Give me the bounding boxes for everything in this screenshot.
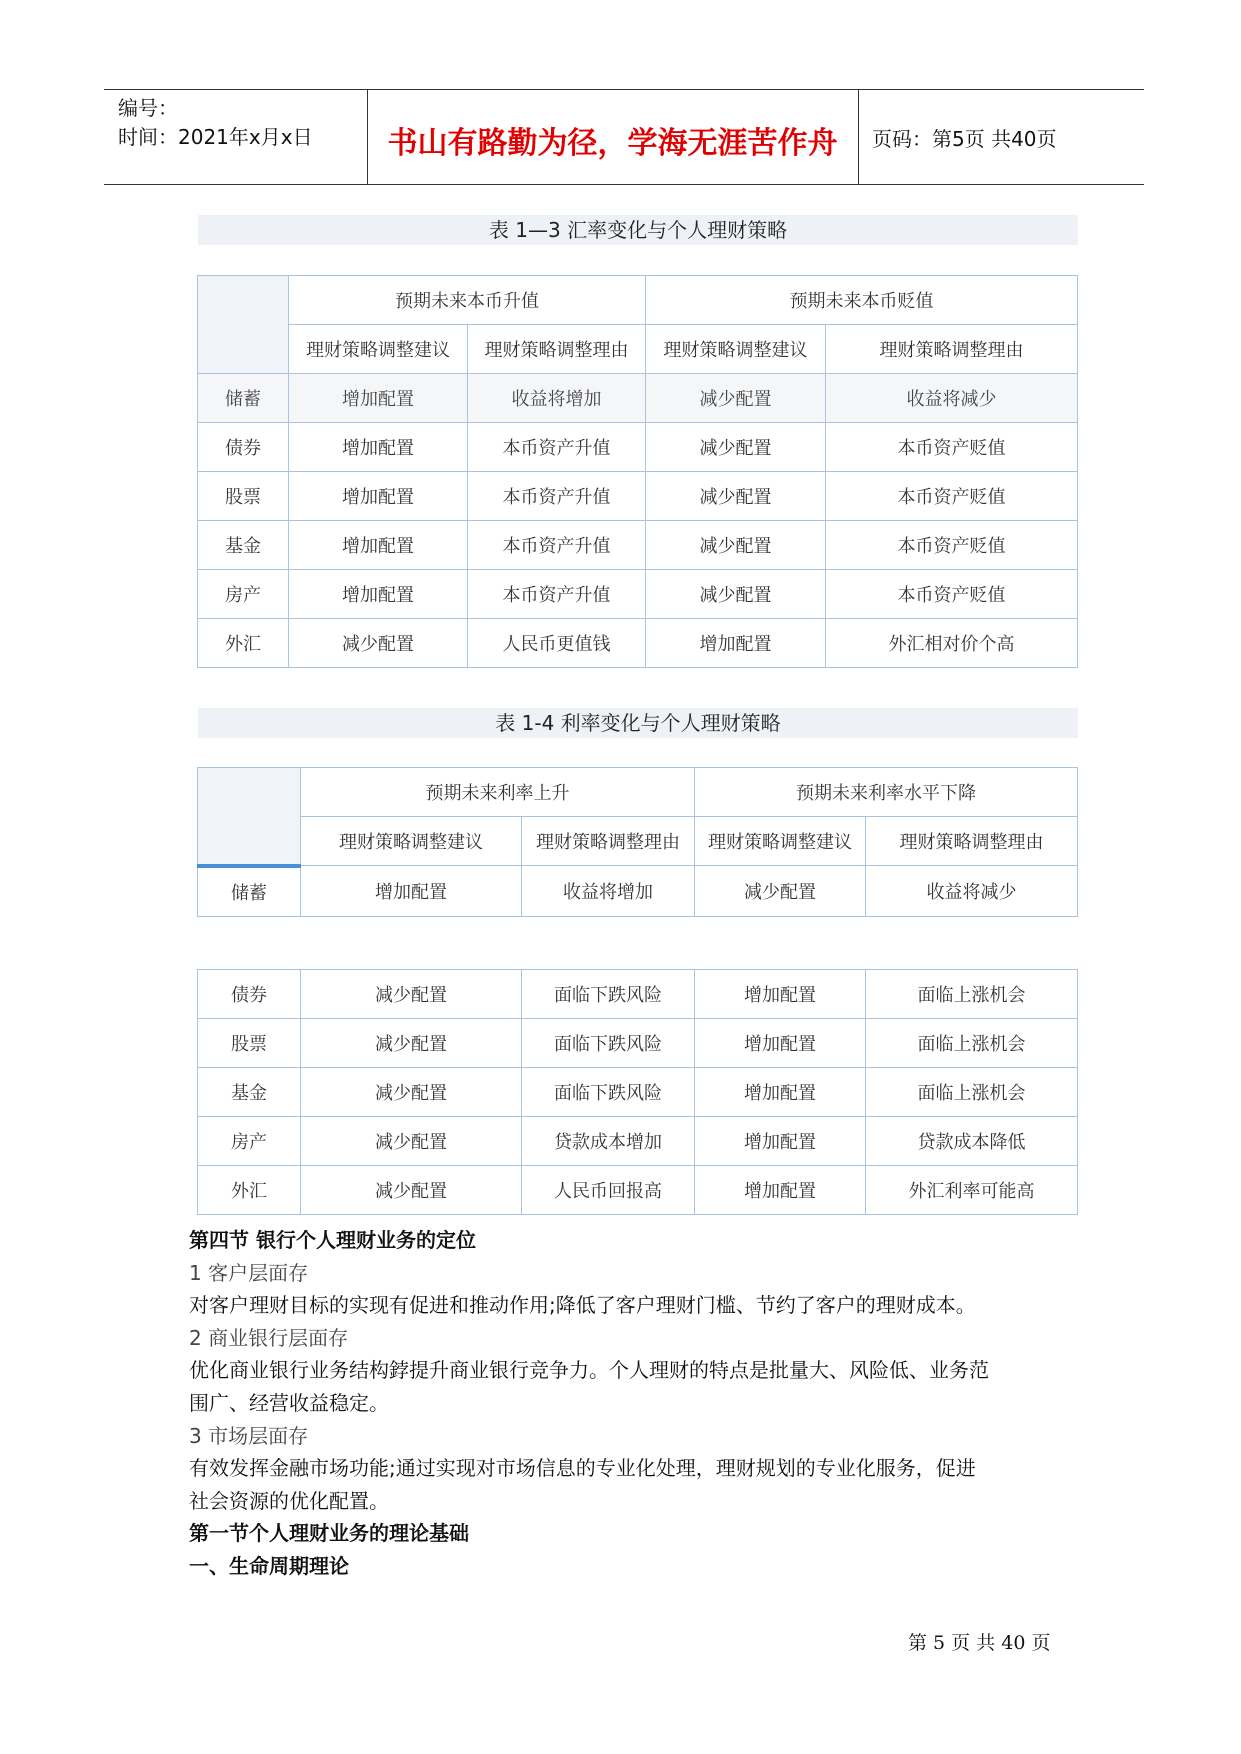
paragraph: 对客户理财目标的实现有促进和推动作用;降低了客户理财门槛、节约了客户的理财成本。 bbox=[189, 1293, 976, 1318]
table-cell: 本币资产升值 bbox=[468, 472, 646, 521]
table-row bbox=[198, 472, 1078, 521]
table-cell: 减少配置 bbox=[646, 521, 826, 570]
table-cell: 减少配置 bbox=[301, 1068, 522, 1117]
section-heading: 第四节 银行个人理财业务的定位 bbox=[189, 1228, 476, 1252]
header-page: 页码：第5页 共40页 bbox=[872, 127, 1057, 151]
table-cell: 人民币更值钱 bbox=[468, 619, 646, 668]
table-row bbox=[198, 866, 1078, 917]
table-cell: 本币资产升值 bbox=[468, 521, 646, 570]
table-cell: 本币资产贬值 bbox=[826, 570, 1078, 619]
table-cell: 房产 bbox=[198, 1117, 301, 1166]
subheading: 2 商业银行层面存 bbox=[189, 1325, 349, 1350]
header-divider bbox=[858, 90, 859, 184]
body-text bbox=[189, 1224, 1069, 1583]
table-cell: 面临上涨机会 bbox=[866, 970, 1078, 1019]
table-cell: 增加配置 bbox=[289, 374, 468, 423]
table-cell: 增加配置 bbox=[695, 1068, 866, 1117]
table-row bbox=[198, 1166, 1078, 1215]
table-cell: 减少配置 bbox=[289, 619, 468, 668]
table-cell: 增加配置 bbox=[289, 570, 468, 619]
table-cell: 贷款成本增加 bbox=[522, 1117, 695, 1166]
table-cell: 减少配置 bbox=[301, 1019, 522, 1068]
table-row bbox=[198, 1117, 1078, 1166]
table-cell: 贷款成本降低 bbox=[866, 1117, 1078, 1166]
table2-continuation bbox=[197, 969, 1078, 1215]
table-group-header: 预期未来利率上升 bbox=[301, 768, 695, 817]
table-cell: 本币资产贬值 bbox=[826, 521, 1078, 570]
table-group-header: 预期未来本币升值 bbox=[289, 276, 646, 325]
table-corner bbox=[198, 276, 289, 374]
table-cell: 减少配置 bbox=[695, 866, 866, 917]
table-cell: 外汇 bbox=[198, 619, 289, 668]
table-row bbox=[198, 619, 1078, 668]
table-cell: 外汇 bbox=[198, 1166, 301, 1215]
table-subheader: 理财策略调整建议 bbox=[646, 325, 826, 374]
page-footer: 第 5 页 共 40 页 bbox=[908, 1632, 1051, 1654]
table-cell: 收益将增加 bbox=[468, 374, 646, 423]
table-cell: 房产 bbox=[198, 570, 289, 619]
subheading: 1 客户层面存 bbox=[189, 1260, 309, 1285]
table-cell: 收益将增加 bbox=[522, 866, 695, 917]
table-cell: 债券 bbox=[198, 423, 289, 472]
subheading: 一、生命周期理论 bbox=[189, 1553, 349, 1578]
paragraph: 优化商业银行业务结构鋍提升商业银行竞争力。个人理财的特点是批量大、风险低、业务范 bbox=[189, 1358, 989, 1383]
table-cell: 债券 bbox=[198, 970, 301, 1019]
table-cell: 本币资产升值 bbox=[468, 570, 646, 619]
table-cell: 减少配置 bbox=[301, 1166, 522, 1215]
table-cell: 增加配置 bbox=[289, 423, 468, 472]
header-meta bbox=[118, 94, 313, 152]
table-group-header: 预期未来本币贬值 bbox=[646, 276, 1078, 325]
paragraph: 围广、经营收益稳定。 bbox=[189, 1390, 389, 1415]
table-cell: 本币资产升值 bbox=[468, 423, 646, 472]
table-cell: 增加配置 bbox=[695, 1117, 866, 1166]
table1-exchange-rate bbox=[197, 275, 1078, 668]
table-subheader: 理财策略调整建议 bbox=[301, 817, 522, 866]
header-motto: 书山有路勤为径，学海无涯苦作舟 bbox=[387, 126, 838, 161]
table-cell: 增加配置 bbox=[695, 1019, 866, 1068]
subheading: 3 市场层面存 bbox=[189, 1423, 309, 1448]
table-subheader: 理财策略调整理由 bbox=[468, 325, 646, 374]
table-cell: 减少配置 bbox=[646, 423, 826, 472]
table-cell: 人民币回报高 bbox=[522, 1166, 695, 1215]
table-cell: 基金 bbox=[198, 1068, 301, 1117]
table-row bbox=[198, 374, 1078, 423]
table-subheader: 理财策略调整理由 bbox=[866, 817, 1078, 866]
table-cell: 面临下跌风险 bbox=[522, 970, 695, 1019]
page-header bbox=[104, 89, 1144, 185]
table-cell: 减少配置 bbox=[301, 1117, 522, 1166]
table-cell: 外汇利率可能高 bbox=[866, 1166, 1078, 1215]
section-heading: 第一节个人理财业务的理论基础 bbox=[189, 1521, 469, 1546]
table2-caption: 表 1-4 利率变化与个人理财策略 bbox=[198, 708, 1078, 738]
table-cell: 面临上涨机会 bbox=[866, 1019, 1078, 1068]
table-cell: 减少配置 bbox=[301, 970, 522, 1019]
table-cell: 减少配置 bbox=[646, 374, 826, 423]
table-cell: 增加配置 bbox=[289, 472, 468, 521]
table1-caption: 表 1—3 汇率变化与个人理财策略 bbox=[198, 215, 1078, 245]
table-subheader: 理财策略调整理由 bbox=[522, 817, 695, 866]
table-cell: 增加配置 bbox=[646, 619, 826, 668]
table-cell: 股票 bbox=[198, 1019, 301, 1068]
table-subheader: 理财策略调整建议 bbox=[695, 817, 866, 866]
table-row bbox=[198, 1019, 1078, 1068]
table-subheader: 理财策略调整理由 bbox=[826, 325, 1078, 374]
paragraph: 社会资源的优化配置。 bbox=[189, 1488, 389, 1513]
table-row bbox=[198, 970, 1078, 1019]
table-subheader: 理财策略调整建议 bbox=[289, 325, 468, 374]
table-corner bbox=[198, 768, 301, 866]
table-row bbox=[198, 570, 1078, 619]
table-cell: 面临下跌风险 bbox=[522, 1019, 695, 1068]
table-group-header: 预期未来利率水平下降 bbox=[695, 768, 1078, 817]
table-row bbox=[198, 1068, 1078, 1117]
header-time: 时间：2021年x月x日 bbox=[118, 125, 313, 149]
table-cell: 收益将减少 bbox=[826, 374, 1078, 423]
table-cell: 储蓄 bbox=[198, 866, 301, 917]
table-cell: 储蓄 bbox=[198, 374, 289, 423]
table-cell: 增加配置 bbox=[695, 1166, 866, 1215]
table-cell: 增加配置 bbox=[301, 866, 522, 917]
table-cell: 面临下跌风险 bbox=[522, 1068, 695, 1117]
table-row bbox=[198, 521, 1078, 570]
table2-interest-rate bbox=[197, 767, 1078, 917]
table-cell: 收益将减少 bbox=[866, 866, 1078, 917]
table-cell: 面临上涨机会 bbox=[866, 1068, 1078, 1117]
table-cell: 本币资产贬值 bbox=[826, 472, 1078, 521]
table-cell: 外汇相对价个高 bbox=[826, 619, 1078, 668]
table-cell: 股票 bbox=[198, 472, 289, 521]
table-cell: 增加配置 bbox=[695, 970, 866, 1019]
table-cell: 减少配置 bbox=[646, 570, 826, 619]
table-cell: 基金 bbox=[198, 521, 289, 570]
table-cell: 增加配置 bbox=[289, 521, 468, 570]
table-row bbox=[198, 423, 1078, 472]
table-cell: 减少配置 bbox=[646, 472, 826, 521]
header-number: 编号： bbox=[118, 96, 178, 120]
table-cell: 本币资产贬值 bbox=[826, 423, 1078, 472]
paragraph: 有效发挥金融市场功能;通过实现对市场信息的专业化处理，理财规划的专业化服务，促进 bbox=[189, 1456, 976, 1481]
